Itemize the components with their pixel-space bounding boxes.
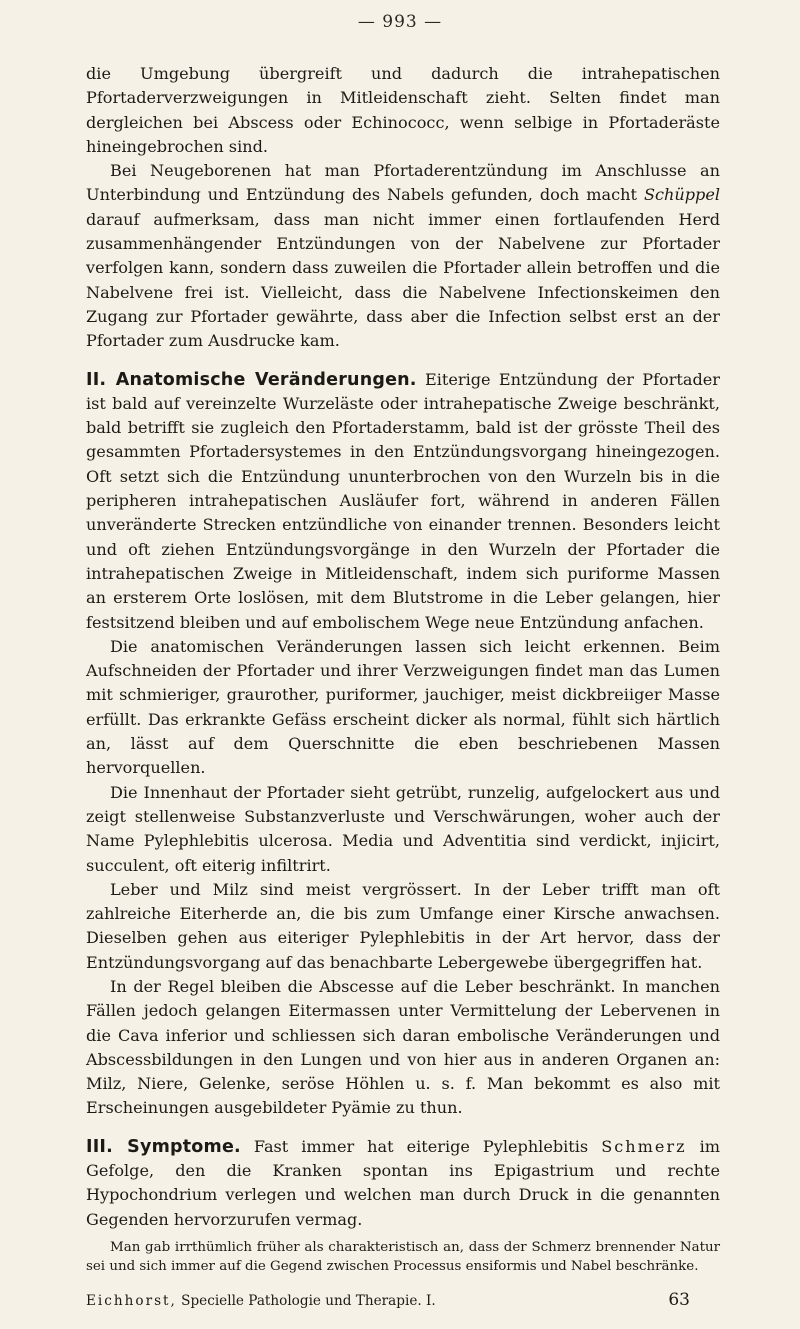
footer-author: Eichhorst, [86,1293,177,1309]
section-symptome-text-b: im Gefolge, den die Kranken spontan ins Epigastrium und rechte Hypochondrium verlegen und welchen man durch Druck in die genannten Gegenden hervorzurufen vermag. [86,1136,720,1229]
section-heading-symptome: III. Symptome. [86,1136,241,1157]
section-anatomische-text: Eiterige Entzündung der Pfortader ist bald auf vereinzelte Wurzeläste oder intrahepatische Zweige beschränkt, bald betrifft sie zugleich den Pfortaderstamm, bald ist der grösste Theil des gesammten Pfortadersystemes in den Entzündungsvorgang hineingezogen. Oft setzt sich die Entzündung ununterbrochen von den Wurzeln bis in die peripheren intrahepatischen Ausläufer fort, während in anderen Fällen unveränderte Strecken entzündliche von einander trennen. Besonders leicht und oft ziehen Entzündungsvorgänge in den Wurzeln der Pfortader die intrahepatischen Zweige in Mitleidenschaft, indem sich puriforme Massen an ersterem Orte loslösen, mit dem Blutstrome in die Leber gelangen, hier festsitzend bleiben und auf embolischem Wege neue Entzündung anfachen. [86,369,720,632]
paragraph-newborns [86,159,720,353]
paragraph-intima: Die Innenhaut der Pfortader sieht getrübt, runzelig, aufgelockert aus und zeigt stellenweise Substanzverluste und Verschwärungen, woher auch der Name Pylephlebitis ulcerosa. Media und Adventitia sind verdickt, injicirt, succulent, oft eiterig infiltrirt. [86,782,720,875]
paragraph-abscesses: In der Regel bleiben die Abscesse auf die Leber beschränkt. In manchen Fällen jedoch gelangen Eitermassen unter Vermittelung der Lebervenen in die Cava inferior und schliessen sich daran embolische Veränderungen und Abscessbildungen in den Lungen und von hier aus in anderen Organen an: Milz, Niere, Gelenke, seröse Höhlen u. s. f. Man bekommt es also mit Erscheinungen ausgebildeter Pyämie zu thun. [86,976,720,1118]
section-heading-anatomische-veraenderungen: II. Anatomische Veränderungen. [86,369,417,390]
section-symptome-text-a: Fast immer hat eiterige Pylephlebitis [240,1136,602,1156]
section-anatomische-veraenderungen [86,368,720,635]
page-footer [86,1290,720,1310]
paragraph-liver-spleen: Leber und Milz sind meist vergrössert. In der Leber trifft man oft zahlreiche Eiterherde an, die bis zum Umfange einer Kirsche anwachsen. Dieselben gehen aus eiteriger Pylephlebitis in der Art hervor, dass der Entzündungsvorgang auf das benachbarte Lebergewebe übergegriffen hat. [86,879,720,972]
footer-imprint [86,1293,436,1309]
footer-book-title: Specielle Pathologie und Therapie. I. [176,1293,436,1309]
page-number: — 993 — [357,12,443,32]
paragraph-continuation: die Umgebung übergreift und dadurch die intrahepatischen Pfortaderverzweigungen in Mitleidenschaft zieht. Selten findet man dergleichen bei Abscess oder Echinococc, wenn selbige in Pfortaderäste hineingebrochen sind. [86,64,720,156]
section-symptome [86,1135,720,1232]
paragraph-newborns-text-a: Bei Neugeborenen hat man Pfortaderentzündung im Anschlusse an Unterbindung und Entzündung des Nabels gefunden, doch macht [86,161,720,205]
paragraph-newborns-text-b: darauf aufmerksam, dass man nicht immer einen fortlaufenden Herd zusammenhängender Entzündungen von der Nabelvene zur Pfortader verfolgen kann, sondern dass zuweilen die Pfortader allein betroffen und die Nabelvene frei ist. Vielleicht, dass die Nabelvene Infectionskeimen den Zugang zur Pfortader gewährte, dass aber die Infection selbst erst an der Pfortader zum Ausdrucke kam. [86,209,720,351]
spaced-word-schmerz: Schmerz [601,1136,687,1156]
paragraph-anatomical-findings: Die anatomischen Veränderungen lassen sich leicht erkennen. Beim Aufschneiden der Pfortader und ihrer Verzweigungen findet man das Lumen mit schmieriger, graurother, puriformer, jauchiger, meist dickbreiiger Masse erfüllt. Das erkrankte Gefäss erscheint dicker als normal, fühlt sich härtlich an, lässt auf dem Querschnitte die eben beschriebenen Massen hervorquellen. [86,636,720,778]
signature-mark: 63 [668,1290,690,1310]
small-print-note: Man gab irrthümlich früher als charakteristisch an, dass der Schmerz brennender Natur sei und sich immer auf die Gegend zwischen Processus ensiformis und Nabel beschränke. [86,1239,720,1274]
author-name-schueppel: Schüppel [643,185,720,205]
